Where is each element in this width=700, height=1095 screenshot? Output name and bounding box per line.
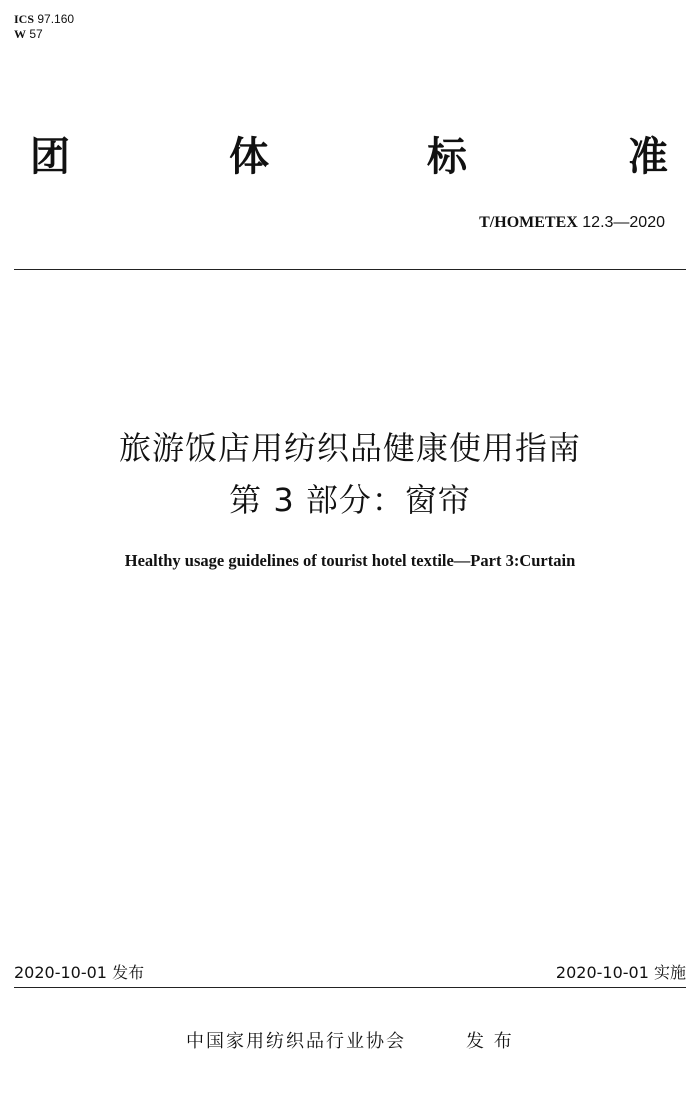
standard-type-char-1: 团 <box>30 134 70 180</box>
issue-date: 2020-10-01 发布 <box>14 963 145 982</box>
standard-code <box>479 212 665 234</box>
title-cn-line1: 旅游饭店用纺织品健康使用指南 <box>118 429 581 467</box>
ccs-value: 57 <box>29 27 43 41</box>
top-divider <box>14 269 686 270</box>
implement-date: 2020-10-01 实施 <box>555 963 686 982</box>
publisher-action: 发 布 <box>466 1031 514 1052</box>
standard-type-char-3: 标 <box>427 134 467 180</box>
publisher-name: 中国家用纺织品行业协会 <box>186 1031 406 1052</box>
bottom-divider <box>14 987 686 988</box>
ics-line <box>14 12 74 27</box>
classification-block <box>14 12 74 42</box>
standard-type-char-4: 准 <box>628 134 668 180</box>
ics-label: ICS <box>14 12 35 26</box>
standard-code-number: 12.3—2020 <box>582 214 665 231</box>
standard-code-prefix: T/HOMETEX <box>479 214 578 231</box>
standard-type-char-2: 体 <box>229 134 269 180</box>
ics-value: 97.160 <box>37 12 75 26</box>
title-en: Healthy usage guidelines of tourist hotel textile—Part 3:Curtain <box>124 551 576 570</box>
title-cn-line2: 第 3 部分：窗帘 <box>229 481 471 519</box>
ccs-line <box>14 27 74 42</box>
ccs-label: W <box>14 27 26 41</box>
